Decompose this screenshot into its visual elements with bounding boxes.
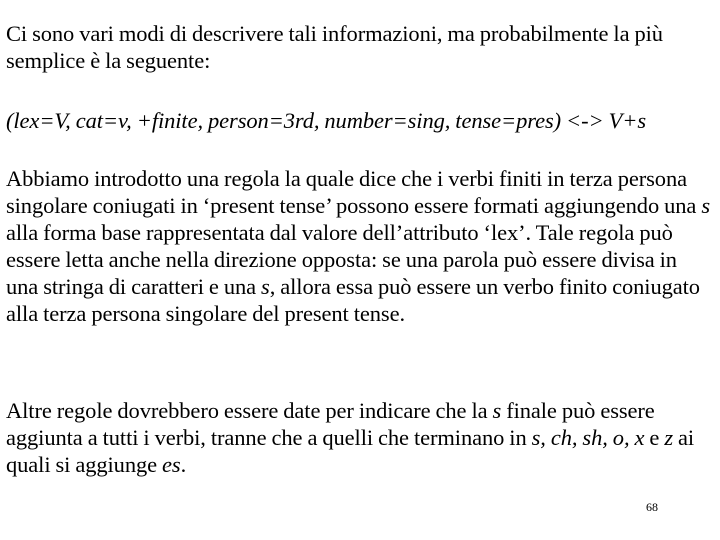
other-rules-text-3: e bbox=[644, 425, 665, 450]
explanation-paragraph bbox=[6, 165, 714, 327]
explanation-text-2: alla forma base rappresentata dal valore dell’attributo ‘lex’. Tale regola può essere letta anche nella direzione opposta: se una parola può essere divisa in una stringa di caratteri e una bbox=[6, 220, 677, 299]
explanation-text-1: Abbiamo introdotto una regola la quale dice che i verbi finiti in terza persona singolare coniugati in ‘present tense’ possono essere formati aggiungendo una bbox=[6, 166, 702, 218]
other-rules-text-5: . bbox=[180, 452, 187, 477]
other-rules-suffix-es: es bbox=[162, 452, 181, 477]
explanation-suffix-s-1: s bbox=[701, 193, 710, 218]
other-rules-text-1: Altre regole dovrebbero essere date per indicare che la bbox=[6, 398, 493, 423]
other-rules-text-2: finale può essere aggiunta a tutti i verbi, tranne che a quelli che terminano in bbox=[6, 398, 655, 450]
intro-text: Ci sono vari modi di descrivere tali informazioni, ma probabilmente la più semplice è la seguente: bbox=[6, 21, 663, 73]
rule-formula bbox=[6, 107, 714, 134]
intro-paragraph bbox=[6, 20, 714, 74]
page-number: 68 bbox=[646, 500, 658, 514]
other-rules-text-4: ai quali si aggiunge bbox=[6, 425, 695, 477]
other-rules-suffix-s: s bbox=[492, 398, 502, 423]
explanation-suffix-s-2: s bbox=[261, 274, 270, 299]
explanation-text-3: , allora essa può essere un verbo finito coniugato alla terza persona singolare del present tense. bbox=[6, 274, 700, 326]
other-rules-paragraph bbox=[6, 397, 714, 478]
other-rules-ending-z: z bbox=[664, 425, 673, 450]
other-rules-endings: s, ch, sh, o, x bbox=[531, 425, 645, 450]
rule-formula-text: (lex=V, cat=v, +finite, person=3rd, number=sing, tense=pres) <-> V+s bbox=[6, 108, 647, 133]
